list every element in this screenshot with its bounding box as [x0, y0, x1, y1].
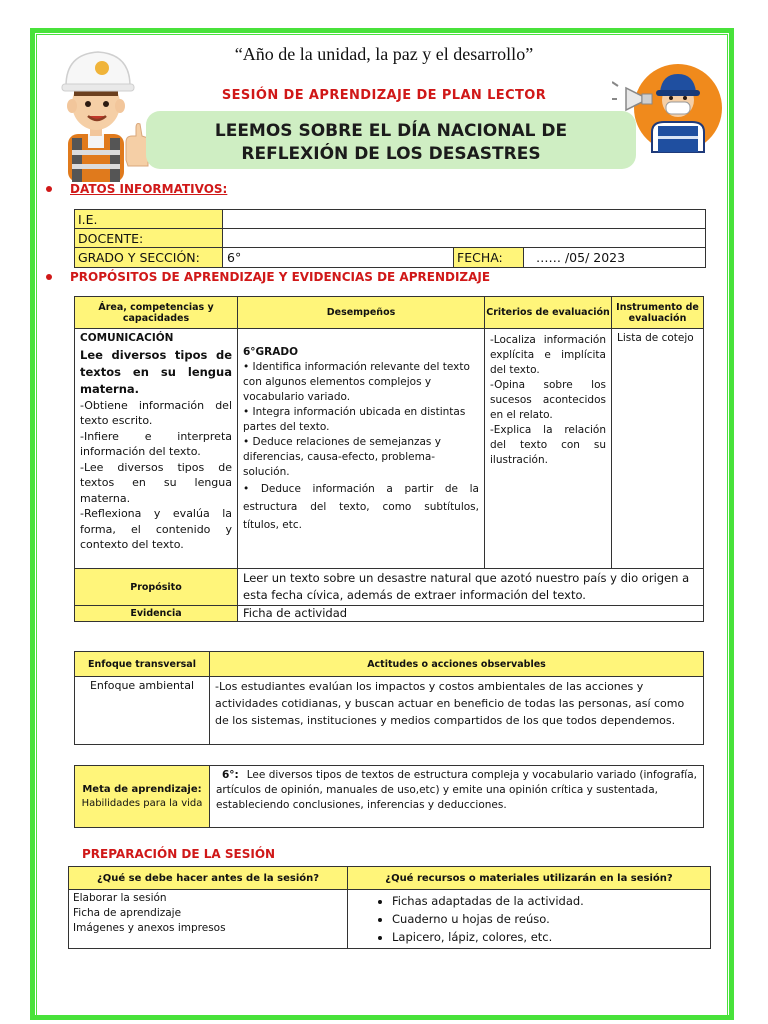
area-title: COMUNICACIÓN	[80, 332, 174, 344]
docente-value	[223, 229, 706, 248]
meta-label-bold: Meta de aprendizaje:	[82, 783, 202, 795]
header-desempenos: Desempeños	[238, 297, 485, 329]
list-item: • Lapicero, lápiz, colores, etc.	[392, 928, 706, 946]
list-item: Ficha de aprendizaje	[73, 907, 182, 919]
instrumento-cell: Lista de cotejo	[612, 329, 704, 569]
competencia: Lee diversos tipos de textos en su lengua materna.	[80, 347, 232, 396]
evidencia-value: Ficha de actividad	[238, 606, 704, 622]
desempeno-item: • Identifica información relevante del texto con algunos elementos complejos y vocabulario variado.	[243, 361, 470, 403]
list-item: • Fichas adaptadas de la actividad.	[392, 892, 706, 910]
grado-value: 6°	[223, 248, 454, 268]
meta-table	[74, 765, 704, 828]
enfoque-value: Enfoque ambiental	[75, 677, 210, 745]
session-title-line1: LEEMOS SOBRE EL DÍA NACIONAL DE	[214, 121, 568, 141]
criterio-item: -Localiza información explícita e implícita del texto.	[490, 334, 606, 376]
meta-label	[75, 766, 210, 828]
meta-value	[210, 766, 704, 828]
enfoque-header: Enfoque transversal	[75, 652, 210, 677]
motto: “Año de la unidad, la paz y el desarrollo”	[234, 44, 534, 64]
session-title-line2: REFLEXIÓN DE LOS DESASTRES	[241, 144, 541, 164]
propositos-table	[74, 296, 704, 622]
antes-header: ¿Qué se debe hacer antes de la sesión?	[69, 867, 348, 890]
criterio-item: -Opina sobre los sucesos acontecidos en el relato.	[490, 379, 606, 421]
fecha-value: …… /05/ 2023	[524, 248, 706, 268]
header-criterios: Criterios de evaluación	[485, 297, 612, 329]
proposito-label: Propósito	[75, 569, 238, 606]
meta-label-normal: Habilidades para la vida	[81, 797, 203, 809]
docente-label: DOCENTE:	[75, 229, 223, 248]
desempeno-item: • Deduce relaciones de semejanzas y diferencias, causa-efecto, problema-solución.	[243, 436, 441, 478]
recursos-list	[348, 890, 711, 949]
section-datos-heading: DATOS INFORMATIVOS:	[46, 182, 227, 196]
section-propositos-heading: PROPÓSITOS DE APRENDIZAJE Y EVIDENCIAS DE APRENDIZAJE	[46, 270, 490, 284]
preparacion-table	[68, 866, 711, 949]
meta-grado: 6°:	[222, 769, 239, 781]
capacidad-item: -Lee diversos tipos de textos en su lengua materna.	[80, 460, 232, 505]
recursos-header: ¿Qué recursos o materiales utilizarán en la sesión?	[348, 867, 711, 890]
actitudes-header: Actitudes o acciones observables	[210, 652, 704, 677]
datos-table	[74, 209, 706, 268]
grado-label: GRADO Y SECCIÓN:	[75, 248, 223, 268]
desempenos-cell	[238, 329, 485, 569]
bullet-icon	[46, 274, 52, 280]
desempeno-item: • Deduce información a partir de la estructura del texto, como subtítulos, títulos, etc.	[243, 483, 479, 531]
header-instrumento: Instrumento de evaluación	[612, 297, 704, 329]
capacidad-item: -Infiere e interpreta información del texto.	[80, 429, 232, 458]
list-item: Elaborar la sesión	[73, 892, 167, 904]
criterio-item: -Explica la relación del texto con su ilustración.	[490, 424, 606, 466]
enfoque-table	[74, 651, 704, 745]
bullet-icon	[46, 186, 52, 192]
session-subtitle: SESIÓN DE APRENDIZAJE DE PLAN LECTOR	[221, 88, 547, 103]
proposito-value: Leer un texto sobre un desastre natural que azotó nuestro país y dio origen a esta fecha cívica, además de extraer información del texto.	[238, 569, 704, 606]
antes-list	[69, 890, 348, 949]
desempeno-item: • Integra información ubicada en distintas partes del texto.	[243, 406, 466, 433]
ie-value	[223, 210, 706, 229]
actitudes-value: -Los estudiantes evalúan los impactos y costos ambientales de las acciones y actividades cotidianas, y buscan actuar en beneficio de todas las personas, así como de los sistemas, instituciones y medios compartidos de los que todos dependemos.	[210, 677, 704, 745]
capacidad-item: -Obtiene información del texto escrito.	[80, 398, 232, 427]
section-preparacion-heading: PREPARACIÓN DE LA SESIÓN	[82, 847, 276, 861]
criterios-cell	[485, 329, 612, 569]
session-title	[146, 120, 636, 166]
desempenos-grado: 6°GRADO	[243, 346, 299, 358]
evidencia-label: Evidencia	[75, 606, 238, 622]
meta-text: Lee diversos tipos de textos de estructura compleja y vocabulario variado (infografía, artículos de opinión, manuales de uso,etc) y emite una opinión crítica y sustentada, estableciendo conclusiones, inferencias y deducciones.	[216, 769, 697, 811]
area-cell	[75, 329, 238, 569]
fecha-label: FECHA:	[454, 248, 524, 268]
capacidad-item: -Reflexiona y evalúa la forma, el contenido y contexto del texto.	[80, 507, 232, 551]
list-item: Imágenes y anexos impresos	[73, 922, 226, 934]
header-area: Área, competencias y capacidades	[75, 297, 238, 329]
ie-label: I.E.	[75, 210, 223, 229]
list-item: • Cuaderno u hojas de reúso.	[392, 910, 706, 928]
